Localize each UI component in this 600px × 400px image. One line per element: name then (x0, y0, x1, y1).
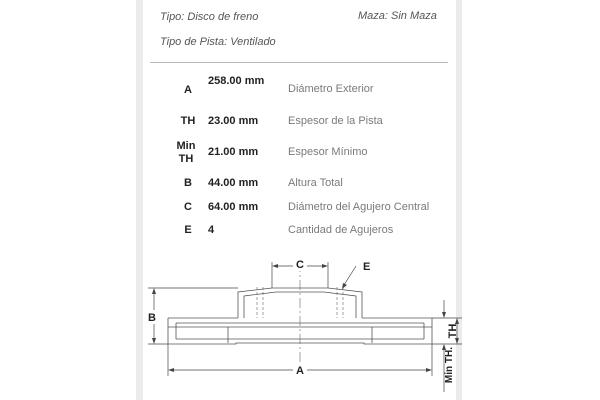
spec-desc-min-th: Espesor Mínimo (288, 146, 368, 158)
spec-desc-c: Diámetro del Agujero Central (288, 201, 430, 213)
spec-value-th: 23.00 mm (208, 115, 259, 127)
spec-code-a: A (184, 84, 192, 96)
spec-value-min-th: 21.00 mm (208, 146, 259, 158)
spec-code-e: E (184, 224, 192, 236)
spec-desc-th: Espesor de la Pista (288, 115, 383, 127)
spec-desc-b: Altura Total (288, 177, 343, 189)
dim-label-th: TH (447, 323, 459, 339)
spec-code-c: C (184, 201, 192, 213)
hub-type: Maza: Sin Maza (358, 10, 437, 22)
spec-value-e: 4 (208, 224, 215, 236)
spec-desc-e: Cantidad de Agujeros (288, 224, 394, 236)
spec-desc-a: Diámetro Exterior (288, 83, 374, 95)
spec-code-b: B (184, 177, 192, 189)
spec-code-th: TH (180, 115, 196, 127)
spec-value-a: 258.00 mm (208, 75, 265, 87)
spec-value-b: 44.00 mm (208, 177, 259, 189)
disc-type: Tipo: Disco de freno (160, 11, 259, 23)
dim-label-a: A (296, 365, 304, 377)
dim-label-e: E (363, 261, 371, 273)
spec-code-min-th: Min TH (176, 140, 196, 165)
spec-value-c: 64.00 mm (208, 201, 259, 213)
dim-label-min-th: Min TH. (444, 346, 455, 384)
dim-label-c: C (296, 259, 304, 271)
track-type: Tipo de Pista: Ventilado (160, 36, 276, 48)
dim-label-b: B (148, 312, 156, 324)
